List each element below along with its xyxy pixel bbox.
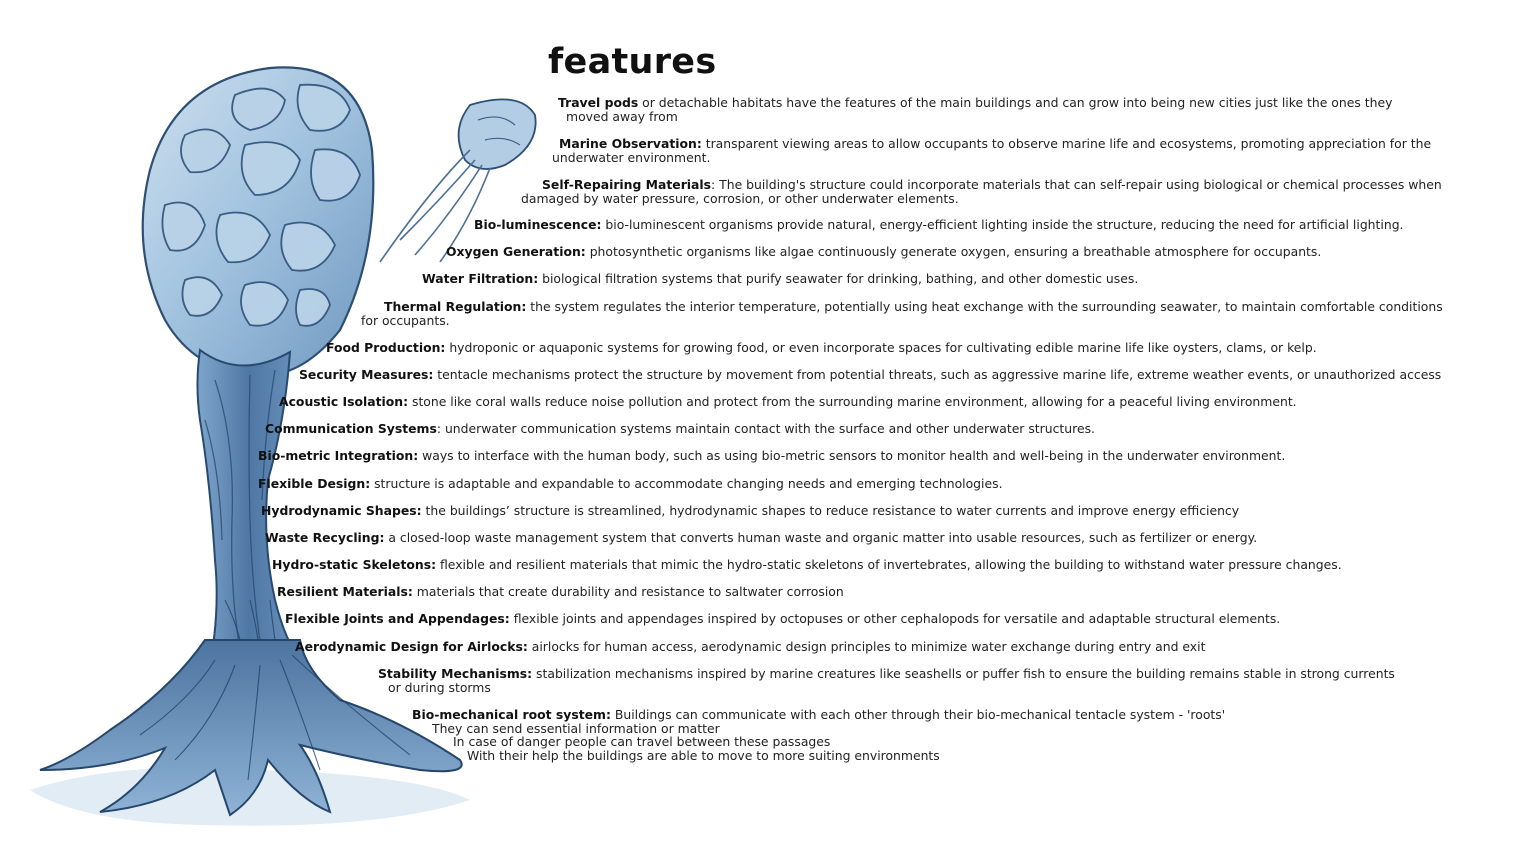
feature-term: Security Measures: xyxy=(299,367,434,382)
feature-text: : The building's structure could incorporate materials that can self-repair using biological or chemical processes when xyxy=(711,177,1442,192)
root-note-3: With their help the buildings are able to move to more suiting environments xyxy=(467,748,940,763)
feature-text: a closed-loop waste management system that converts human waste and organic matter into usable resources, such as fertilizer or energy. xyxy=(384,530,1258,545)
feature-term: Acoustic Isolation: xyxy=(279,394,409,409)
feature-marine-observation xyxy=(552,137,1431,164)
travel-pod-sketch xyxy=(380,99,536,262)
feature-text: transparent viewing areas to allow occupants to observe marine life and ecosystems, promoting appreciation for the xyxy=(701,136,1432,151)
feature-term: Resilient Materials: xyxy=(277,584,413,599)
feature-food-production xyxy=(326,341,1317,355)
feature-flexible-joints xyxy=(285,612,1280,626)
feature-communication-systems xyxy=(265,422,1095,436)
feature-text: ways to interface with the human body, such as using bio-metric sensors to monitor health and well-being in the underwater environment. xyxy=(418,448,1286,463)
feature-hydrostatic-skeletons xyxy=(272,558,1342,572)
feature-text: bio-luminescent organisms provide natural, energy-efficient lighting inside the structure, reducing the need for artificial lighting. xyxy=(601,217,1404,232)
feature-term: Self-Repairing Materials xyxy=(542,177,712,192)
feature-text: stabilization mechanisms inspired by marine creatures like seashells or puffer fish to ensure the building remains stable in strong currents xyxy=(532,666,1395,681)
feature-text: flexible joints and appendages inspired by octopuses or other cephalopods for versatile and adaptable structural elements. xyxy=(509,611,1281,626)
feature-term: Communication Systems xyxy=(265,421,437,436)
feature-text-cont: or during storms xyxy=(388,679,491,695)
feature-text: hydroponic or aquaponic systems for growing food, or even incorporate spaces for cultivating edible marine life like oysters, clams, or kelp. xyxy=(445,340,1317,355)
feature-term: Marine Observation: xyxy=(559,136,702,151)
feature-text-cont: damaged by water pressure, corrosion, or other underwater elements. xyxy=(521,190,959,206)
feature-text-cont: moved away from xyxy=(566,108,678,124)
feature-stability-mechanisms xyxy=(378,667,1395,694)
feature-waste-recycling xyxy=(265,531,1257,545)
feature-term: Thermal Regulation: xyxy=(384,299,527,314)
feature-text: biological filtration systems that purify seawater for drinking, bathing, and other domestic uses. xyxy=(538,271,1139,286)
feature-text: photosynthetic organisms like algae continuously generate oxygen, ensuring a breathable atmosphere for occupants. xyxy=(585,244,1322,259)
feature-hydrodynamic-shapes xyxy=(261,504,1239,518)
feature-term: Flexible Joints and Appendages: xyxy=(285,611,510,626)
feature-term: Waste Recycling: xyxy=(265,530,385,545)
feature-text: : underwater communication systems maintain contact with the surface and other underwater structures. xyxy=(436,421,1095,436)
feature-text-cont: underwater environment. xyxy=(552,149,711,165)
feature-term: Hydro-static Skeletons: xyxy=(272,557,437,572)
feature-term: Hydrodynamic Shapes: xyxy=(261,503,422,518)
root-note-2: In case of danger people can travel between these passages xyxy=(453,734,831,749)
feature-flexible-design xyxy=(258,477,1003,491)
feature-security-measures xyxy=(299,368,1441,382)
feature-term: Bio-luminescence: xyxy=(474,217,602,232)
feature-text: the buildings’ structure is streamlined, hydrodynamic shapes to reduce resistance to water currents and improve energy efficiency xyxy=(421,503,1240,518)
feature-self-repairing xyxy=(521,178,1442,205)
feature-biometric-integration xyxy=(258,449,1285,463)
feature-travel-pods xyxy=(558,96,1392,123)
feature-water-filtration xyxy=(422,272,1138,286)
feature-bioluminescence xyxy=(474,218,1404,232)
feature-aerodynamic-airlocks xyxy=(295,640,1205,654)
feature-text: stone like coral walls reduce noise pollution and protect from the surrounding marine environment, allowing for a peaceful living environment. xyxy=(408,394,1297,409)
feature-oxygen-generation xyxy=(446,245,1321,259)
feature-text: Buildings can communicate with each other through their bio-mechanical tentacle system - 'roots' xyxy=(610,707,1226,722)
feature-text: airlocks for human access, aerodynamic design principles to minimize water exchange during entry and exit xyxy=(527,639,1206,654)
feature-term: Aerodynamic Design for Airlocks: xyxy=(295,639,528,654)
feature-term: Water Filtration: xyxy=(422,271,539,286)
page-title: features xyxy=(548,42,717,82)
feature-term: Flexible Design: xyxy=(258,476,371,491)
feature-text: structure is adaptable and expandable to accommodate changing needs and emerging technologies. xyxy=(370,476,1003,491)
feature-acoustic-isolation xyxy=(279,395,1297,409)
feature-resilient-materials xyxy=(277,585,844,599)
feature-term: Stability Mechanisms: xyxy=(378,666,533,681)
feature-text: or detachable habitats have the features of the main buildings and can grow into being new cities just like the ones they xyxy=(638,95,1393,110)
feature-text: materials that create durability and resistance to saltwater corrosion xyxy=(412,584,844,599)
feature-term: Bio-mechanical root system: xyxy=(412,707,611,722)
feature-thermal-regulation xyxy=(361,300,1443,327)
feature-term: Food Production: xyxy=(326,340,446,355)
root-note-1: They can send essential information or matter xyxy=(432,721,720,736)
feature-term: Bio-metric Integration: xyxy=(258,448,419,463)
feature-text-cont: for occupants. xyxy=(361,312,450,328)
feature-term: Travel pods xyxy=(558,95,639,110)
feature-term: Oxygen Generation: xyxy=(446,244,586,259)
feature-text: flexible and resilient materials that mimic the hydro-static skeletons of invertebrates, allowing the building to withstand water pressure changes. xyxy=(436,557,1342,572)
feature-text: tentacle mechanisms protect the structure by movement from potential threats, such as aggressive marine life, extreme weather events, or unauthorized access xyxy=(433,367,1442,382)
feature-root-system xyxy=(412,708,1225,722)
feature-text: the system regulates the interior temperature, potentially using heat exchange with the surrounding seawater, to maintain comfortable conditions xyxy=(526,299,1443,314)
